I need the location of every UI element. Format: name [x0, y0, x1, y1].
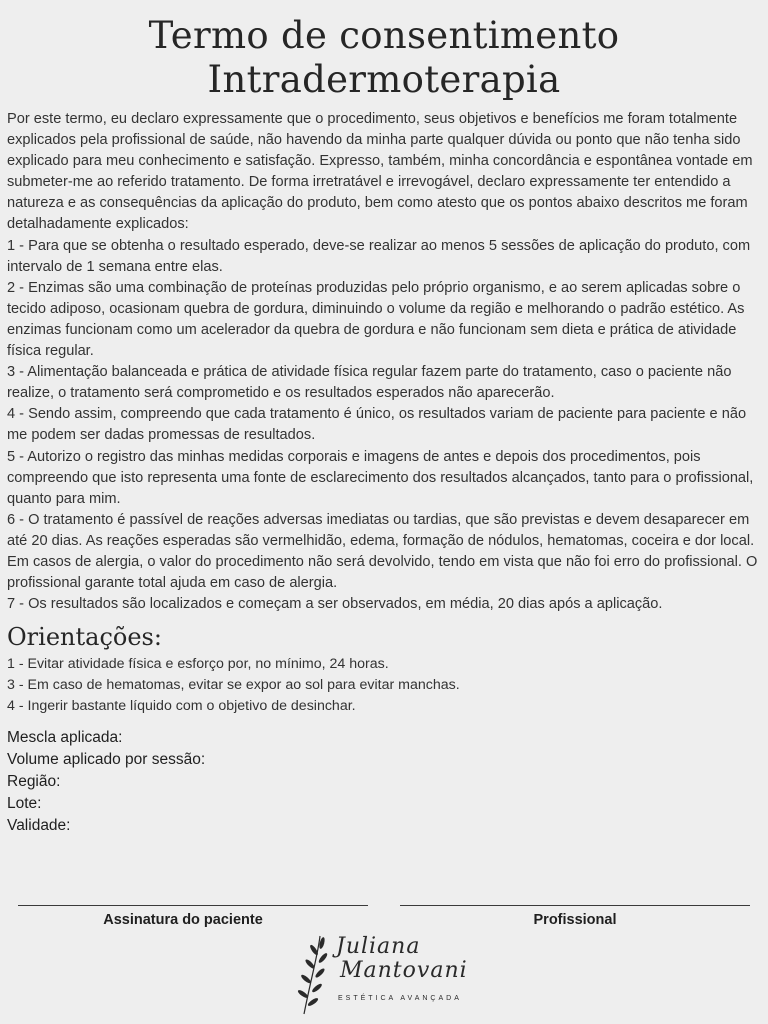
consent-item-6: 6 - O tratamento é passível de reações adversas imediatas ou tardias, que são previstas e devem desaparecer em até 20 dias. As reações esperadas são vermelhidão, edema, formação de nódulos, hematomas, coceira e dor local. Em casos de alergia, o valor do procedimento não será devolvido, tendo em vista que não foi erro do profissional. O profissional garante total ajuda em caso de alergia. — [7, 511, 758, 592]
field-mescla-label: Mescla aplicada: — [7, 729, 123, 746]
consent-item-3: 3 - Alimentação balanceada e prática de atividade física regular fazem parte do tratamento, caso o paciente não realize, o tratamento será comprometido e os resultados esperados não aparecerão. — [7, 364, 732, 402]
orientation-item: 4 - Ingerir bastante líquido com o objetivo de desinchar. — [7, 698, 356, 714]
consent-item-5: 5 - Autorizo o registro das minhas medidas corporais e imagens de antes e depois dos procedimentos, pois compreendo que isto representa uma fonte de esclarecimento dos resultados alcançados, tanto para o profissional, quanto para mim. — [7, 448, 754, 507]
orientations-heading: Orientações: — [7, 623, 162, 651]
brand-name — [336, 936, 486, 982]
field-validade-label: Validade: — [7, 817, 71, 834]
brand-tagline: ESTÉTICA AVANÇADA — [338, 995, 462, 1002]
brand-name-line-2: Mantovani — [340, 958, 468, 983]
olive-branch-icon — [296, 934, 336, 1018]
patient-signature-label: Assinatura do paciente — [103, 912, 263, 928]
professional-signature-label: Profissional — [533, 912, 617, 928]
orientation-item: 3 - Em caso de hematomas, evitar se expor ao sol para evitar manchas. — [7, 677, 460, 693]
field-lote-label: Lote: — [7, 795, 42, 812]
professional-signature-line — [400, 905, 750, 906]
intro-paragraph: Por este termo, eu declaro expressamente que o procedimento, seus objetivos e benefícios me foram totalmente explicados pela profissional de saúde, não havendo da minha parte qualquer dúvida ou ponto que não tenha sido explicado para meu conhecimento e satisfação. Expresso, também, minha concordância e espontânea vontade em submeter-me ao referido tratamento. De forma irretratável e irrevogável, declaro expressamente ter entendido a natureza e as consequências da aplicação do produto, bem como atesto que os pontos abaixo descritos me foram detalhadamente explicados: — [7, 111, 753, 233]
consent-item-2: 2 - Enzimas são uma combinação de proteínas produzidas pelo próprio organismo, e ao serem aplicadas sobre o tecido adiposo, ocasionam quebra de gordura, diminuindo o volume da região e melhorando o padrão estético. As enzimas funcionam como um acelerador da quebra de gordura e não funcionam sem dieta e prática de atividade física regular. — [7, 279, 745, 360]
application-fields — [7, 727, 205, 837]
consent-item-7: 7 - Os resultados são localizados e começam a ser observados, em média, 20 dias após a aplicação. — [7, 596, 663, 613]
field-volume-label: Volume aplicado por sessão: — [7, 751, 206, 768]
consent-item-1: 1 - Para que se obtenha o resultado esperado, deve-se realizar ao menos 5 sessões de aplicação do produto, com intervalo de 1 semana entre elas. — [7, 237, 751, 275]
page-title-line-2: Intradermoterapia — [207, 58, 561, 101]
orientations-list — [7, 654, 762, 717]
brand-logo — [296, 934, 476, 1018]
consent-body — [7, 109, 762, 615]
brand-name-line-1: Juliana — [336, 934, 421, 959]
field-regiao-label: Região: — [7, 773, 61, 790]
consent-item-4: 4 - Sendo assim, compreendo que cada tratamento é único, os resultados variam de paciente para paciente e não me podem ser dadas promessas de resultados. — [7, 406, 747, 444]
orientation-item: 1 - Evitar atividade física e esforço por, no mínimo, 24 horas. — [7, 656, 389, 672]
page-title-line-1: Termo de consentimento — [148, 14, 620, 57]
patient-signature-line — [18, 905, 368, 906]
